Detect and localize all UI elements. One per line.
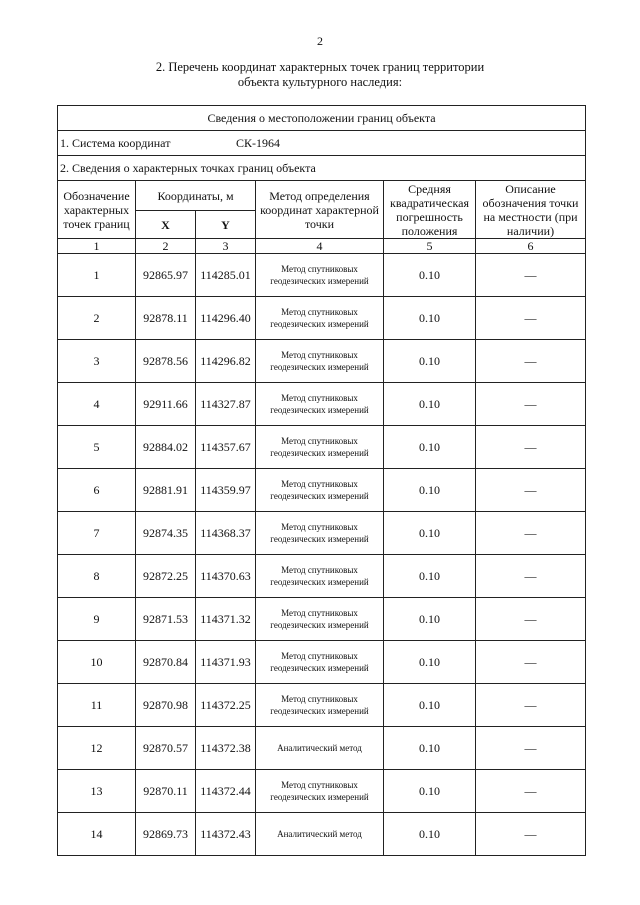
coord-y: 114370.63 bbox=[196, 555, 256, 598]
coord-y: 114372.43 bbox=[196, 813, 256, 856]
method: Метод спутниковых геодезических измерений bbox=[256, 426, 384, 469]
method: Метод спутниковых геодезических измерений bbox=[256, 512, 384, 555]
coord-y: 114371.32 bbox=[196, 598, 256, 641]
coord-system-row bbox=[58, 131, 586, 156]
column-number: 6 bbox=[476, 239, 586, 254]
coord-x: 92872.25 bbox=[136, 555, 196, 598]
table-row bbox=[58, 469, 586, 512]
description: — bbox=[476, 555, 586, 598]
coord-y: 114372.38 bbox=[196, 727, 256, 770]
coord-x: 92911.66 bbox=[136, 383, 196, 426]
error: 0.10 bbox=[384, 512, 476, 555]
point-number: 5 bbox=[58, 426, 136, 469]
header-method: Метод определения координат характерной точки bbox=[256, 181, 384, 239]
description: — bbox=[476, 770, 586, 813]
method: Метод спутниковых геодезических измерений bbox=[256, 297, 384, 340]
method: Метод спутниковых геодезических измерений bbox=[256, 469, 384, 512]
table-row bbox=[58, 641, 586, 684]
description: — bbox=[476, 254, 586, 297]
points-title: 2. Сведения о характерных точках границ объекта bbox=[58, 156, 586, 181]
method: Метод спутниковых геодезических измерений bbox=[256, 555, 384, 598]
description: — bbox=[476, 469, 586, 512]
error: 0.10 bbox=[384, 383, 476, 426]
method: Метод спутниковых геодезических измерений bbox=[256, 254, 384, 297]
coord-y: 114371.93 bbox=[196, 641, 256, 684]
method: Метод спутниковых геодезических измерений bbox=[256, 770, 384, 813]
coord-x: 92881.91 bbox=[136, 469, 196, 512]
error: 0.10 bbox=[384, 641, 476, 684]
document-title bbox=[0, 60, 640, 90]
table-row bbox=[58, 426, 586, 469]
point-number: 1 bbox=[58, 254, 136, 297]
point-number: 4 bbox=[58, 383, 136, 426]
coord-x: 92878.56 bbox=[136, 340, 196, 383]
header-description: Описание обозначения точки на местности (при наличии) bbox=[476, 181, 586, 239]
point-number: 10 bbox=[58, 641, 136, 684]
section-title: Сведения о местоположении границ объекта bbox=[58, 106, 586, 131]
title-line-1: 2. Перечень координат характерных точек границ территории bbox=[155, 60, 485, 74]
table-row bbox=[58, 727, 586, 770]
description: — bbox=[476, 684, 586, 727]
method: Метод спутниковых геодезических измерений bbox=[256, 383, 384, 426]
column-number: 2 bbox=[136, 239, 196, 254]
coord-x: 92870.84 bbox=[136, 641, 196, 684]
coord-system-value: СК-1964 bbox=[236, 136, 281, 150]
coord-y: 114359.97 bbox=[196, 469, 256, 512]
column-number: 1 bbox=[58, 239, 136, 254]
point-number: 2 bbox=[58, 297, 136, 340]
header-coordinates: Координаты, м bbox=[136, 181, 256, 211]
coord-y: 114368.37 bbox=[196, 512, 256, 555]
description: — bbox=[476, 383, 586, 426]
point-number: 12 bbox=[58, 727, 136, 770]
coord-x: 92874.35 bbox=[136, 512, 196, 555]
coord-x: 92865.97 bbox=[136, 254, 196, 297]
error: 0.10 bbox=[384, 598, 476, 641]
description: — bbox=[476, 641, 586, 684]
error: 0.10 bbox=[384, 555, 476, 598]
table-row bbox=[58, 684, 586, 727]
table-row bbox=[58, 512, 586, 555]
coord-x: 92870.98 bbox=[136, 684, 196, 727]
description: — bbox=[476, 727, 586, 770]
point-number: 7 bbox=[58, 512, 136, 555]
point-number: 9 bbox=[58, 598, 136, 641]
title-line-2: объекта культурного наследия: bbox=[237, 75, 403, 89]
table-row bbox=[58, 555, 586, 598]
coord-x: 92884.02 bbox=[136, 426, 196, 469]
point-number: 8 bbox=[58, 555, 136, 598]
column-number: 4 bbox=[256, 239, 384, 254]
method: Метод спутниковых геодезических измерений bbox=[256, 684, 384, 727]
error: 0.10 bbox=[384, 770, 476, 813]
column-number: 5 bbox=[384, 239, 476, 254]
point-number: 13 bbox=[58, 770, 136, 813]
header-y: Y bbox=[196, 211, 256, 239]
table-row bbox=[58, 340, 586, 383]
description: — bbox=[476, 340, 586, 383]
table-row bbox=[58, 383, 586, 426]
coord-y: 114357.67 bbox=[196, 426, 256, 469]
coord-y: 114296.82 bbox=[196, 340, 256, 383]
table-row bbox=[58, 254, 586, 297]
method: Метод спутниковых геодезических измерений bbox=[256, 598, 384, 641]
coord-y: 114296.40 bbox=[196, 297, 256, 340]
column-number: 3 bbox=[196, 239, 256, 254]
table-row bbox=[58, 598, 586, 641]
method: Метод спутниковых геодезических измерений bbox=[256, 340, 384, 383]
error: 0.10 bbox=[384, 426, 476, 469]
description: — bbox=[476, 512, 586, 555]
header-error: Средняя квадратическая погрешность положения bbox=[384, 181, 476, 239]
coord-x: 92878.11 bbox=[136, 297, 196, 340]
error: 0.10 bbox=[384, 684, 476, 727]
header-x: X bbox=[136, 211, 196, 239]
table-row bbox=[58, 297, 586, 340]
table-row bbox=[58, 770, 586, 813]
error: 0.10 bbox=[384, 297, 476, 340]
method: Аналитический метод bbox=[256, 727, 384, 770]
method: Метод спутниковых геодезических измерений bbox=[256, 641, 384, 684]
coordinates-table bbox=[57, 105, 586, 856]
description: — bbox=[476, 598, 586, 641]
point-number: 6 bbox=[58, 469, 136, 512]
coord-x: 92871.53 bbox=[136, 598, 196, 641]
coord-x: 92870.11 bbox=[136, 770, 196, 813]
table-row bbox=[58, 813, 586, 856]
coord-x: 92869.73 bbox=[136, 813, 196, 856]
coord-system-label: 1. Система координат bbox=[60, 136, 171, 150]
description: — bbox=[476, 813, 586, 856]
point-number: 11 bbox=[58, 684, 136, 727]
description: — bbox=[476, 297, 586, 340]
coord-x: 92870.57 bbox=[136, 727, 196, 770]
description: — bbox=[476, 426, 586, 469]
point-number: 14 bbox=[58, 813, 136, 856]
page-number: 2 bbox=[317, 34, 323, 48]
error: 0.10 bbox=[384, 340, 476, 383]
coord-y: 114372.25 bbox=[196, 684, 256, 727]
error: 0.10 bbox=[384, 254, 476, 297]
error: 0.10 bbox=[384, 469, 476, 512]
point-number: 3 bbox=[58, 340, 136, 383]
coord-y: 114327.87 bbox=[196, 383, 256, 426]
method: Аналитический метод bbox=[256, 813, 384, 856]
header-designation: Обозначение характерных точек границ bbox=[58, 181, 136, 239]
coord-y: 114372.44 bbox=[196, 770, 256, 813]
coord-y: 114285.01 bbox=[196, 254, 256, 297]
error: 0.10 bbox=[384, 813, 476, 856]
error: 0.10 bbox=[384, 727, 476, 770]
